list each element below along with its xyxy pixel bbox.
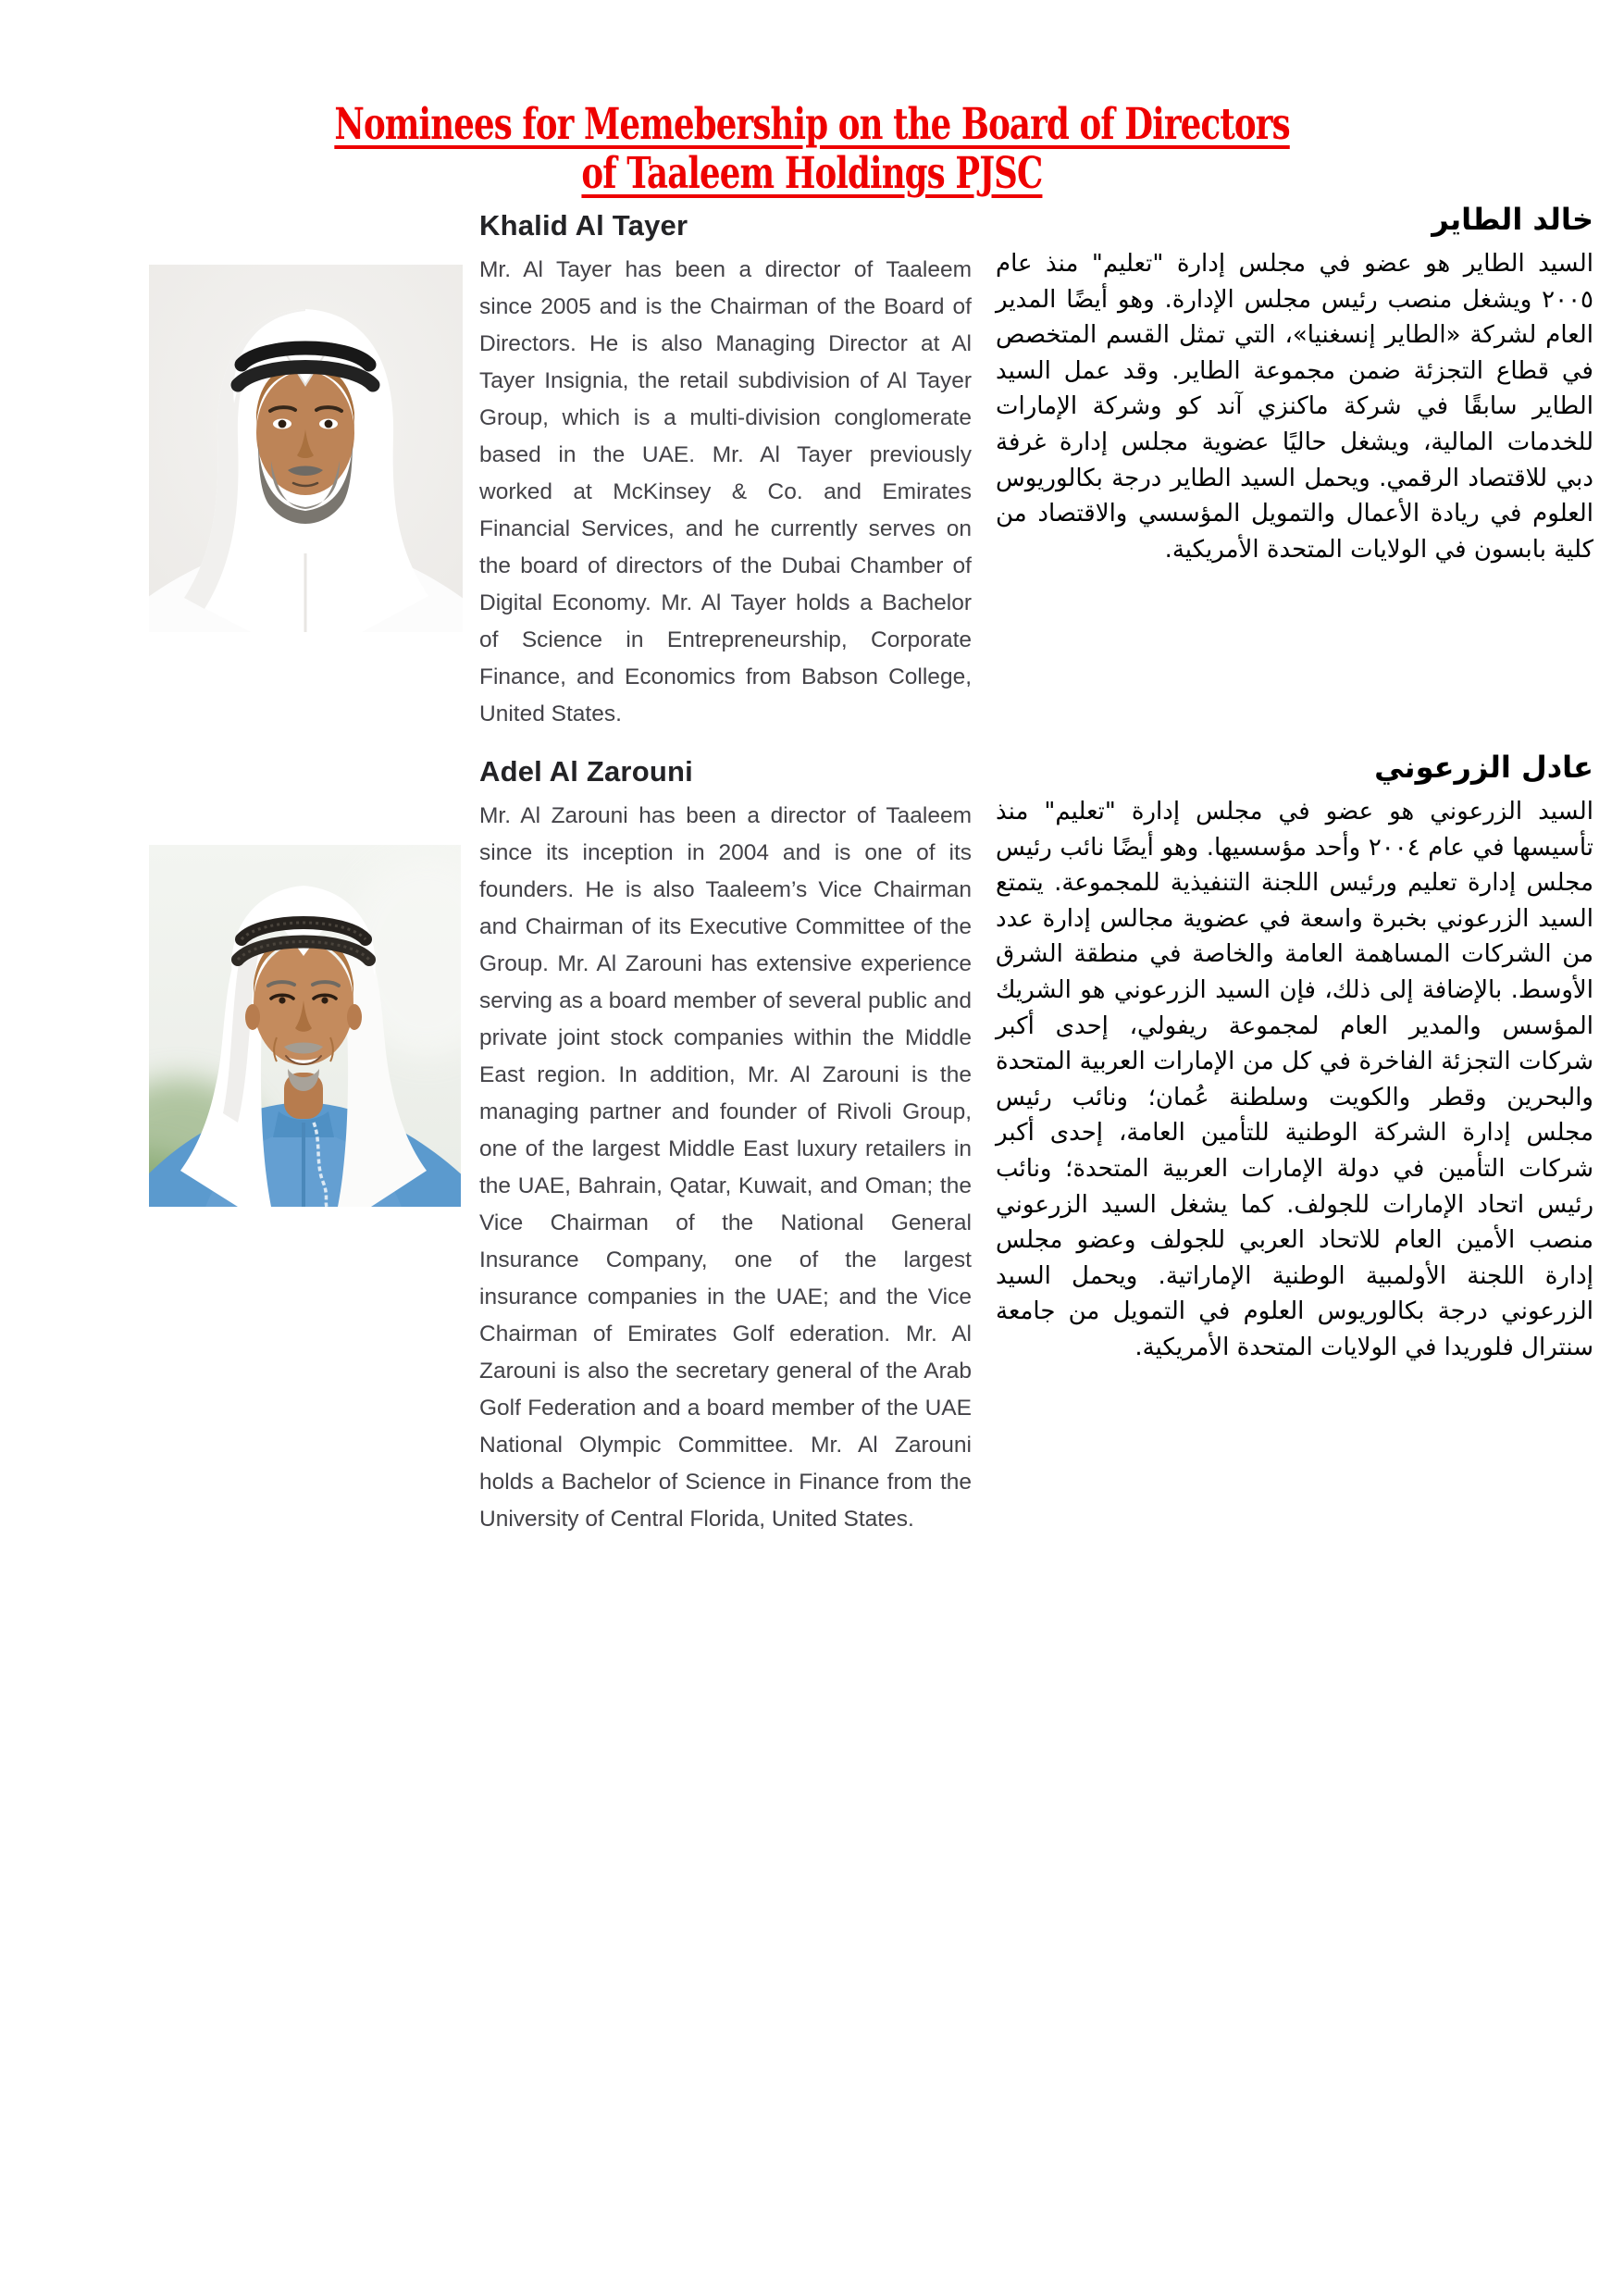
nominee-name-en: Khalid Al Tayer xyxy=(479,209,688,242)
portrait-illustration-adel xyxy=(149,845,461,1207)
nominee-bio-ar: السيد الزرعوني هو عضو في مجلس إدارة "تعليم" منذ تأسيسها في عام ٢٠٠٤ وأحد مؤسسيها. وهو أيضًا نائب رئيس مجلس إدارة تعليم ورئيس اللجنة التنفيذية للمجموعة. يتمتع السيد الزرعوني بخبرة واسعة في عضوية مجالس إدارة عدد من الشركات المساهمة العامة والخاصة في منطقة الشرق الأوسط. بالإضافة إلى ذلك، فإن السيد الزرعوني هو الشريك المؤسس والمدير العام لمجموعة ريفولي، إحدى أكبر شركات التجزئة الفاخرة في كل من الإمارات العربية المتحدة والبحرين وقطر والكويت وسلطنة عُمان؛ ونائب رئيس مجلس إدارة الشركة الوطنية للتأمين العامة، إحدى أكبر شركات التأمين في دولة الإمارات العربية المتحدة؛ ونائب رئيس اتحاد الإمارات للجولف. كما يشغل السيد الزرعوني منصب الأمين العام للاتحاد العربي للجولف وعضو مجلس إدارة اللجنة الأولمبية الوطنية الإماراتية. ويحمل السيد الزرعوني درجة بكالوريوس العلوم في التمويل من جامعة سنترال فلوريدا في الولايات المتحدة الأمريكية. xyxy=(996,798,1593,1361)
nominee-bio-en: Mr. Al Zarouni has been a director of Taaleem since its inception in 2004 and is one of its founders. He is also Taaleem’s Vice Chairman and Chairman of its Executive Committee of the Group. Mr. Al Zarouni has extensive experience serving as a board member of several public and private joint stock companies within the Middle East region. In addition, Mr. Al Zarouni is the managing partner and founder of Rivoli Group, one of the largest Middle East luxury retailers in the UAE, Bahrain, Qatar, Kuwait, and Oman; the Vice Chairman of the National General Insurance Company, one of the largest insurance companies in the UAE; and the Vice Chairman of Emirates Golf ederation. Mr. Al Zarouni is also the secretary general of the Arab Golf Federation and a board member of the UAE National Olympic Committee. Mr. Al Zarouni holds a Bachelor of Science in Finance from the University of Central Florida, United States. xyxy=(479,803,972,1532)
page-title-line-2: of Taaleem Holdings PJSC xyxy=(581,148,1043,199)
page-title xyxy=(0,100,1624,198)
nominee-bio-en: Mr. Al Tayer has been a director of Taaleem since 2005 and is the Chairman of the Board of Directors. He is also Managing Director at Al Tayer Insignia, the retail subdivision of Al Tayer Group, which is a multi-division conglomerate based in the UAE. Mr. Al Tayer previously worked at McKinsey & Co. and Emirates Financial Services, and he currently serves on the board of directors of the Dubai Chamber of Digital Economy. Mr. Al Tayer holds a Bachelor of Science in Entrepreneurship, Corporate Finance, and Economics from Babson College, United States. xyxy=(479,257,972,726)
nominee-bio-ar: السيد الطاير هو عضو في مجلس إدارة "تعليم" منذ عام ٢٠٠٥ ويشغل منصب رئيس مجلس الإدارة. وهو أيضًا المدير العام لشركة «الطاير إنسغنيا»، التي تمثل القسم المتخصص في قطاع التجزئة ضمن مجموعة الطاير. وقد عمل السيد الطاير سابقًا في شركة ماكنزي آند كو وشركة الإمارات للخدمات المالية، ويشغل حاليًا عضوية مجلس إدارة غرفة دبي للاقتصاد الرقمي. ويحمل السيد الطاير درجة بكالوريوس العلوم في ريادة الأعمال والتمويل المؤسسي والاقتصاد من كلية بابسون في الولايات المتحدة الأمريكية. xyxy=(996,250,1593,564)
nominee-name-en: Adel Al Zarouni xyxy=(479,755,693,788)
photo-khalid-al-tayer xyxy=(149,265,463,632)
nominee-name-ar: خالد الطاير xyxy=(1432,202,1593,237)
page-title-line-1: Nominees for Memebership on the Board of Directors xyxy=(334,99,1290,150)
nominee-name-ar: عادل الزرعوني xyxy=(1374,750,1593,785)
portrait-illustration-khalid xyxy=(149,265,463,632)
photo-adel-al-zarouni xyxy=(149,845,461,1207)
